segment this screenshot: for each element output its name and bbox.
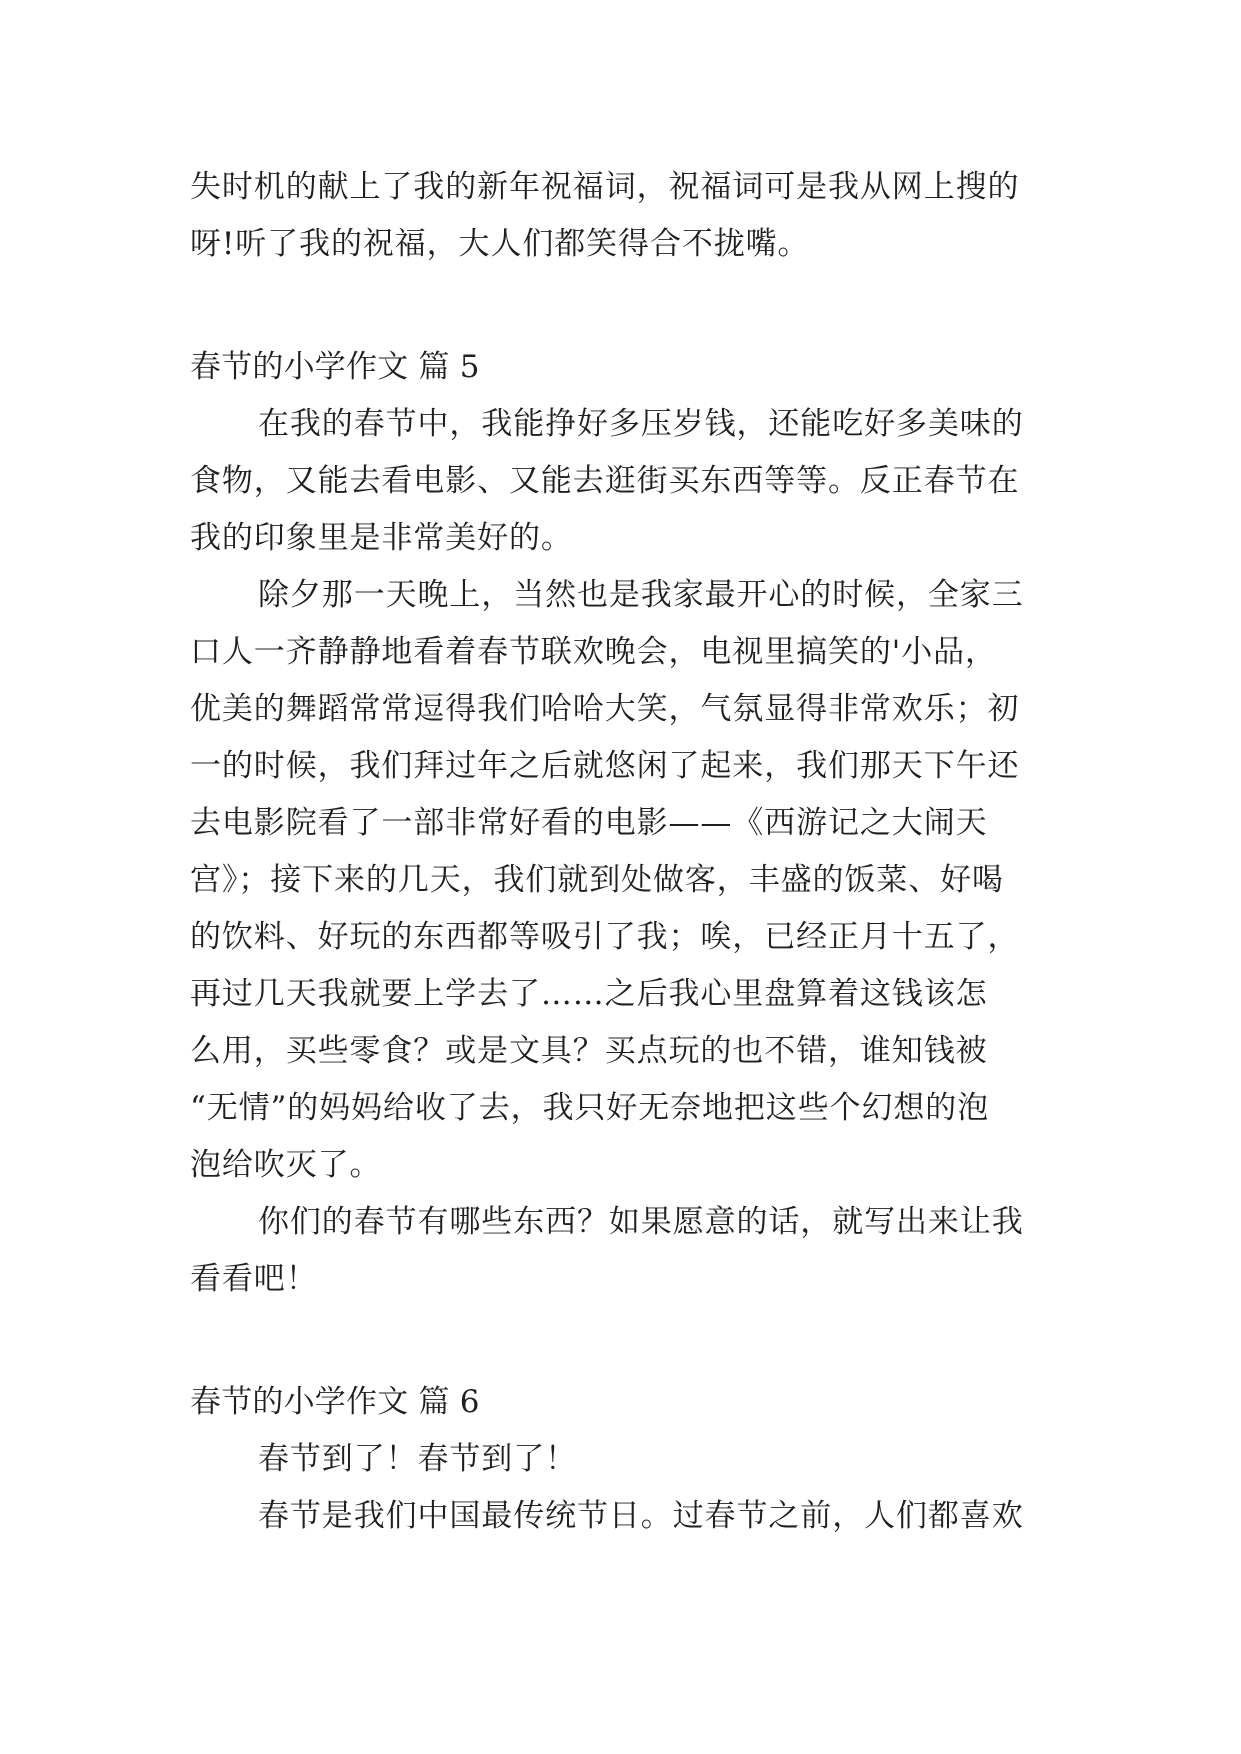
text-line: 的饮料、好玩的东西都等吸引了我；唉，已经正月十五了， [190,919,1020,955]
text-line: 宫》；接下来的几天，我们就到处做客，丰盛的饭菜、好喝 [190,862,1004,898]
text-line: 去电影院看了一部非常好看的电影——《西游记之大闹天 [190,805,988,841]
text-line: 你们的春节有哪些东西？如果愿意的话，就写出来让我 [258,1204,1024,1240]
text-line: 食物，又能去看电影、又能去逛街买东西等等。反正春节在 [190,463,1020,499]
text-line: 泡给吹灭了。 [190,1147,382,1183]
text-line: 口人一齐静静地看着春节联欢晚会，电视里搞笑的'小品， [190,634,997,670]
text-line: 我的印象里是非常美好的。 [190,520,573,556]
text-line: “无情”的妈妈给收了去，我只好无奈地把这些个幻想的泡 [190,1090,990,1126]
section-heading-6: 春节的小学作文 篇 6 [190,1384,480,1420]
text-line: 再过几天我就要上学去了……之后我心里盘算着这钱该怎 [190,976,988,1012]
text-line: 春节是我们中国最传统节日。过春节之前，人们都喜欢 [258,1498,1024,1534]
text-line: 一的时候，我们拜过年之后就悠闲了起来，我们那天下午还 [190,748,1020,784]
text-line: 失时机的献上了我的新年祝福词，祝福词可是我从网上搜的 [190,169,1020,205]
text-line: 看看吧！ [190,1261,318,1297]
text-line: 么用，买些零食？或是文具？买点玩的也不错，谁知钱被 [190,1033,988,1069]
section-heading-5: 春节的小学作文 篇 5 [190,349,480,385]
text-line: 春节到了！春节到了！ [258,1441,577,1477]
text-line: 呀!听了我的祝福，大人们都笑得合不拢嘴。 [190,226,810,262]
text-line: 在我的春节中，我能挣好多压岁钱，还能吃好多美味的 [258,406,1024,442]
text-line: 除夕那一天晚上，当然也是我家最开心的时候，全家三 [258,577,1024,613]
text-line: 优美的舞蹈常常逗得我们哈哈大笑，气氛显得非常欢乐；初 [190,691,1020,727]
